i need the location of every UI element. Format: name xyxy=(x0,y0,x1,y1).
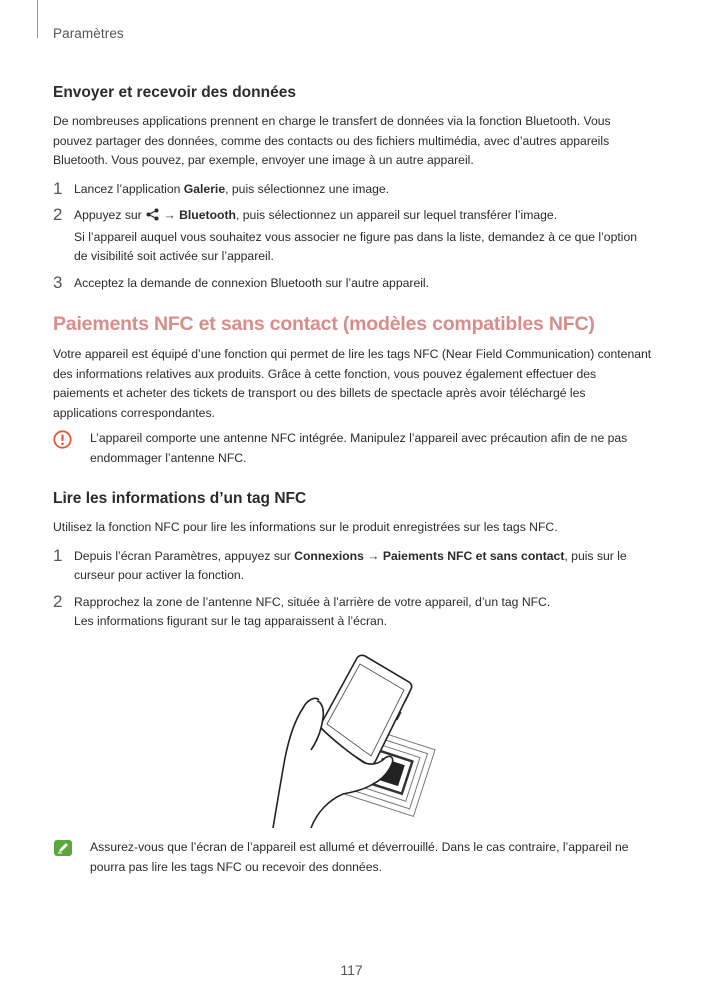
send-step-2 xyxy=(53,206,653,267)
page-content xyxy=(53,84,653,632)
caution-icon xyxy=(53,429,90,468)
step-number: 3 xyxy=(53,272,63,292)
caution-text: L’appareil comporte une antenne NFC intégrée. Manipulez l’appareil avec précaution afin de ne pas endommager l’antenne NFC. xyxy=(90,431,628,465)
send-step-3 xyxy=(53,274,653,294)
read-tag-heading: Lire les informations d’un tag NFC xyxy=(53,490,307,507)
page-header-title: Paramètres xyxy=(53,26,124,41)
step-text: Lancez l’application Galerie, puis sélectionnez une image. xyxy=(74,181,390,196)
send-receive-intro: De nombreuses applications prennent en charge le transfert de données via la fonction Bluetooth. Vous pouvez partager des données, comme des contacts ou des fichiers multimédia, avec d’autres appareils Bluetooth. Vous pouvez, par exemple, envoyer une image à un autre appareil. xyxy=(53,114,611,167)
read-step-1 xyxy=(53,547,653,586)
header-rule xyxy=(37,0,38,38)
step-text: Depuis l’écran Paramètres, appuyez sur Connexions → Paiements NFC et sans contact, puis sur le curseur pour activer la fonction. xyxy=(74,548,627,582)
step-text: Appuyez sur → Bluetooth, puis sélectionnez un appareil sur lequel transférer l’image. Si l’appareil auquel vous souhaitez vous associer ne figure pas dans la liste, demandez à ce que l’option de visibilité soit activée sur l’appareil. xyxy=(74,208,638,263)
step-text: Rapprochez la zone de l’antenne NFC, située à l’arrière de votre appareil, d’un tag NFC. Les informations figurant sur le tag apparaissent à l’écran. xyxy=(74,594,551,628)
step-number: 2 xyxy=(53,591,63,611)
step-extra: Les informations figurant sur le tag apparaissent à l’écran. xyxy=(74,614,387,628)
tip-note xyxy=(53,838,653,877)
tip-text: Assurez-vous que l’écran de l’appareil est allumé et déverrouillé. Dans le cas contraire, l’appareil ne pourra pas lire les tags NFC ou recevoir des données. xyxy=(90,840,629,874)
read-tag-intro: Utilisez la fonction NFC pour lire les informations sur le produit enregistrées sur les tags NFC. xyxy=(53,520,558,534)
note-icon xyxy=(53,838,90,877)
caution-note xyxy=(53,429,653,468)
step-text: Acceptez la demande de connexion Bluetooth sur l’autre appareil. xyxy=(74,275,430,290)
step-number: 1 xyxy=(53,178,63,198)
step-number: 2 xyxy=(53,205,63,224)
step-extra: Si l’appareil auquel vous souhaitez vous associer ne figure pas dans la liste, demandez à ce que l’option de visibilité soit activée sur l’appareil. xyxy=(74,229,638,263)
send-receive-heading: Envoyer et recevoir des données xyxy=(53,84,296,101)
read-step-2 xyxy=(53,593,653,632)
send-step-1 xyxy=(53,180,653,200)
step-number: 1 xyxy=(53,545,63,565)
nfc-illustration xyxy=(263,654,443,828)
share-icon xyxy=(146,208,159,228)
page-number: 117 xyxy=(340,962,363,978)
nfc-intro: Votre appareil est équipé d’une fonction qui permet de lire les tags NFC (Near Field Communication) contenant des informations relatives aux produits. Grâce à cette fonction, vous pouvez également effectuer des paiements et acheter des tickets de transport ou des billets de spectacle après avoir téléchargé les applications correspondantes. xyxy=(53,347,652,420)
nfc-section-title: Paiements NFC et sans contact (modèles compatibles NFC) xyxy=(53,313,595,335)
